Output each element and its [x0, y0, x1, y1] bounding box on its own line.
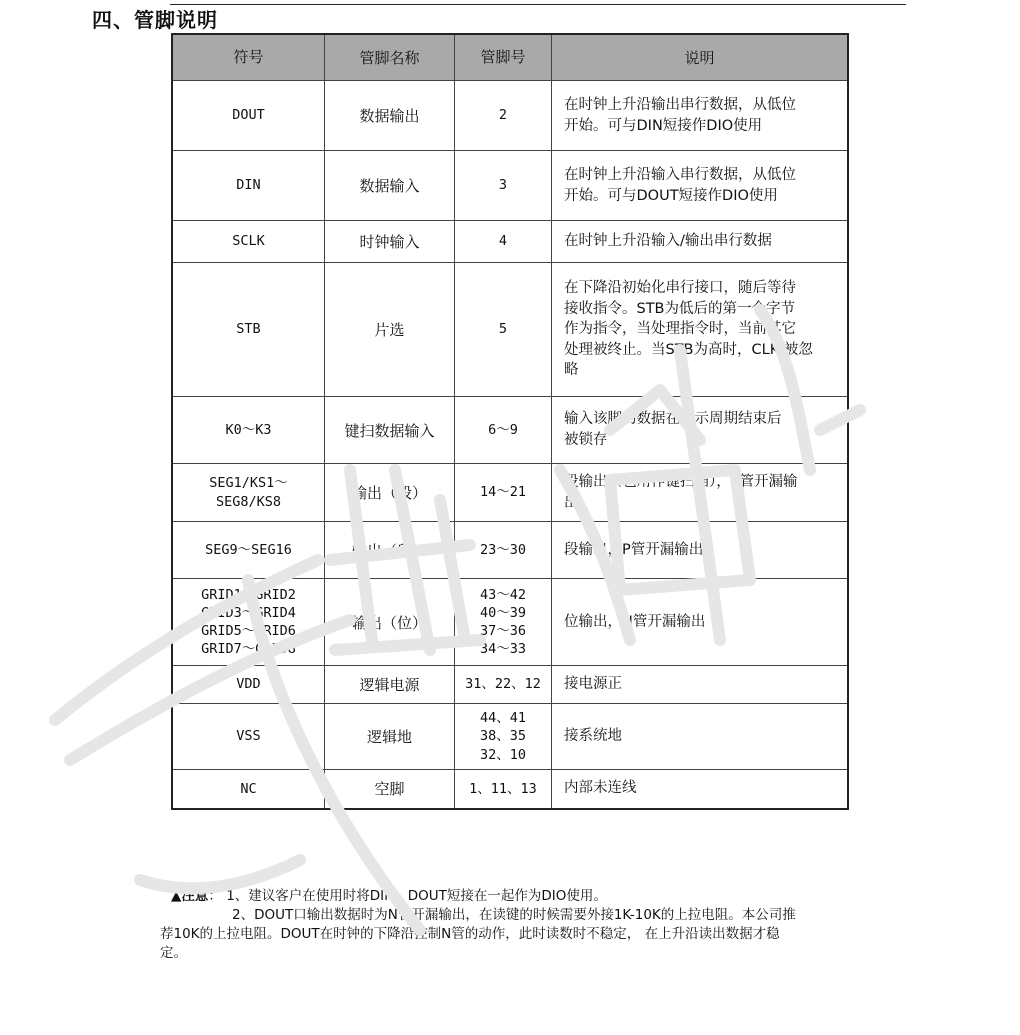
- cell-pin-number: [455, 221, 552, 263]
- top-rule: [170, 4, 906, 5]
- cell-symbol-line: GRID5～GRID6: [201, 623, 296, 639]
- cell-symbol-line: GRID1～GRID2: [201, 586, 296, 603]
- cell-description: [552, 666, 849, 704]
- note-line-4: 定。: [160, 945, 187, 961]
- cell-description: [552, 704, 849, 770]
- cell-pin-number-line: 34～33: [479, 641, 526, 658]
- cell-pin-number-line: 5: [498, 321, 508, 338]
- cell-description-line: 内部未连线: [564, 780, 637, 797]
- cell-symbol-line: DIN: [236, 177, 261, 194]
- table-row: [172, 464, 848, 522]
- cell-symbol-line: GRID3～GRID4: [201, 604, 296, 621]
- table-row: [172, 151, 848, 221]
- cell-pin-number-line: 6～9: [488, 421, 518, 438]
- cell-symbol: [172, 81, 325, 151]
- cell-symbol-line: GRID7～GRID8: [201, 641, 296, 658]
- cell-symbol-line: DOUT: [232, 107, 265, 124]
- cell-pin-name: 输出（位）: [325, 579, 455, 666]
- cell-pin-number-line: 38、35: [479, 728, 526, 745]
- cell-symbol: [172, 151, 325, 221]
- cell-description: [552, 151, 849, 221]
- cell-description-line: 作为指令，当处理指令时，当前其它: [564, 321, 796, 338]
- table-row: [172, 221, 848, 263]
- cell-description-line: 位输出，N管开漏输出: [564, 613, 706, 630]
- table-body: [172, 81, 848, 809]
- cell-pin-name: 逻辑地: [325, 704, 455, 770]
- cell-pin-name: 数据输出: [325, 81, 455, 151]
- header-description: 说明: [552, 34, 849, 81]
- header-pin-name: 管脚名称: [325, 34, 455, 81]
- cell-description-line: 接收指令。STB为低后的第一个字节: [564, 300, 796, 317]
- cell-description-line: 接系统地: [564, 728, 622, 745]
- cell-description-line: 处理被终止。当STB为高时，CLK 被忽: [564, 341, 813, 358]
- table-row: [172, 704, 848, 770]
- cell-description: [552, 464, 849, 522]
- cell-symbol-line: SEG9～SEG16: [205, 541, 292, 558]
- cell-pin-number-line: 32、10: [479, 746, 526, 763]
- cell-pin-number: [455, 704, 552, 770]
- cell-pin-name: 空脚: [325, 770, 455, 809]
- cell-description-line: 在时钟上升沿输入串行数据，从低位: [564, 166, 796, 183]
- cell-description-line: 出: [564, 494, 579, 511]
- cell-description-line: 段输出（也用作键扫描），P管开漏输: [564, 473, 798, 490]
- cell-symbol-line: VDD: [236, 676, 261, 693]
- cell-pin-number-line: 14～21: [479, 484, 526, 501]
- cell-pin-number-line: 37～36: [479, 623, 526, 639]
- cell-pin-number-line: 23～30: [479, 541, 526, 558]
- cell-pin-number: [455, 81, 552, 151]
- cell-symbol: [172, 464, 325, 522]
- cell-description-line: 被锁存: [564, 432, 608, 448]
- cell-description: [552, 522, 849, 579]
- cell-pin-number: [455, 579, 552, 666]
- cell-symbol-line: K0～K3: [225, 421, 272, 438]
- cell-pin-number: [455, 666, 552, 704]
- cell-description: [552, 221, 849, 263]
- cell-description: [552, 770, 849, 809]
- table-row: [172, 770, 848, 809]
- cell-pin-name: 输出（段）: [325, 522, 455, 579]
- cell-description-line: 在时钟上升沿输出串行数据，从低位: [564, 96, 796, 113]
- cell-pin-number: [455, 522, 552, 579]
- cell-description-line: 段输出，P管开漏输出: [564, 541, 704, 558]
- cell-pin-number-line: 43～42: [479, 586, 526, 603]
- notes-block: [160, 887, 950, 963]
- cell-symbol: [172, 221, 325, 263]
- cell-symbol-line: SCLK: [232, 233, 265, 250]
- cell-symbol-line: VSS: [236, 728, 261, 745]
- cell-symbol: [172, 579, 325, 666]
- table-row: [172, 579, 848, 666]
- cell-description-line: 略: [564, 362, 579, 379]
- cell-pin-number-line: 2: [498, 107, 508, 124]
- cell-symbol: [172, 263, 325, 397]
- cell-symbol-line: NC: [240, 780, 257, 797]
- cell-pin-number-line: 1、11、13: [469, 780, 537, 797]
- cell-description: [552, 81, 849, 151]
- cell-description: [552, 397, 849, 464]
- cell-symbol-line: SEG8/KS8: [215, 493, 282, 510]
- cell-pin-name: 时钟输入: [325, 221, 455, 263]
- table-row: [172, 263, 848, 397]
- cell-symbol-line: SEG1/KS1～: [209, 475, 288, 492]
- cell-pin-name: 数据输入: [325, 151, 455, 221]
- cell-pin-number-line: 40～39: [479, 604, 526, 621]
- cell-pin-number: [455, 151, 552, 221]
- cell-pin-name: 输出（段）: [325, 464, 455, 522]
- cell-description: [552, 263, 849, 397]
- table-row: [172, 666, 848, 704]
- cell-pin-name: 逻辑电源: [325, 666, 455, 704]
- cell-description-line: 输入该脚的数据在显示周期结束后: [564, 411, 782, 428]
- cell-symbol: [172, 397, 325, 464]
- note-line-2: 2、DOUT口输出数据时为N管开漏输出，在读键的时候需要外接1K-10K的上拉电阻。本公司推: [232, 907, 796, 923]
- cell-pin-number: [455, 464, 552, 522]
- table-row: [172, 81, 848, 151]
- cell-pin-number-line: 4: [498, 233, 508, 250]
- cell-pin-number: [455, 770, 552, 809]
- cell-pin-name: 片选: [325, 263, 455, 397]
- cell-description-line: 接电源正: [564, 676, 622, 693]
- note-line-1: [160, 887, 950, 906]
- cell-symbol: [172, 704, 325, 770]
- section-heading: 四、管脚说明: [92, 8, 218, 32]
- cell-symbol: [172, 522, 325, 579]
- header-symbol: 符号: [172, 34, 325, 81]
- cell-description-line: 在时钟上升沿输入/输出串行数据: [564, 233, 772, 250]
- cell-description-line: 开始。可与DIN短接作DIO使用: [564, 117, 763, 134]
- cell-pin-number: [455, 263, 552, 397]
- cell-pin-number: [455, 397, 552, 464]
- cell-description: [552, 579, 849, 666]
- table-row: [172, 522, 848, 579]
- cell-pin-number-line: 31、22、12: [465, 676, 541, 693]
- note-label: ▲注意: [171, 888, 209, 904]
- cell-description-line: 在下降沿初始化串行接口，随后等待: [564, 280, 796, 297]
- cell-pin-number-line: 3: [498, 177, 508, 194]
- cell-symbol: [172, 666, 325, 704]
- note-text-1: 1、建议客户在使用时将DIN、DOUT短接在一起作为DIO使用。: [226, 888, 607, 904]
- cell-symbol-line: STB: [236, 321, 261, 338]
- pin-table: [171, 33, 849, 810]
- header-pin-number: 管脚号: [455, 34, 552, 81]
- table-row: [172, 397, 848, 464]
- cell-pin-number-line: 44、41: [479, 710, 526, 727]
- note-colon: ：: [208, 888, 222, 904]
- note-line-3: 荐10K的上拉电阻。DOUT在时钟的下降沿控制N管的动作，此时读数时不稳定， 在上升沿读出数据才稳: [160, 926, 780, 942]
- cell-pin-name: 键扫数据输入: [325, 397, 455, 464]
- cell-description-line: 开始。可与DOUT短接作DIO使用: [564, 187, 778, 204]
- cell-symbol: [172, 770, 325, 809]
- table-header-row: [172, 34, 848, 81]
